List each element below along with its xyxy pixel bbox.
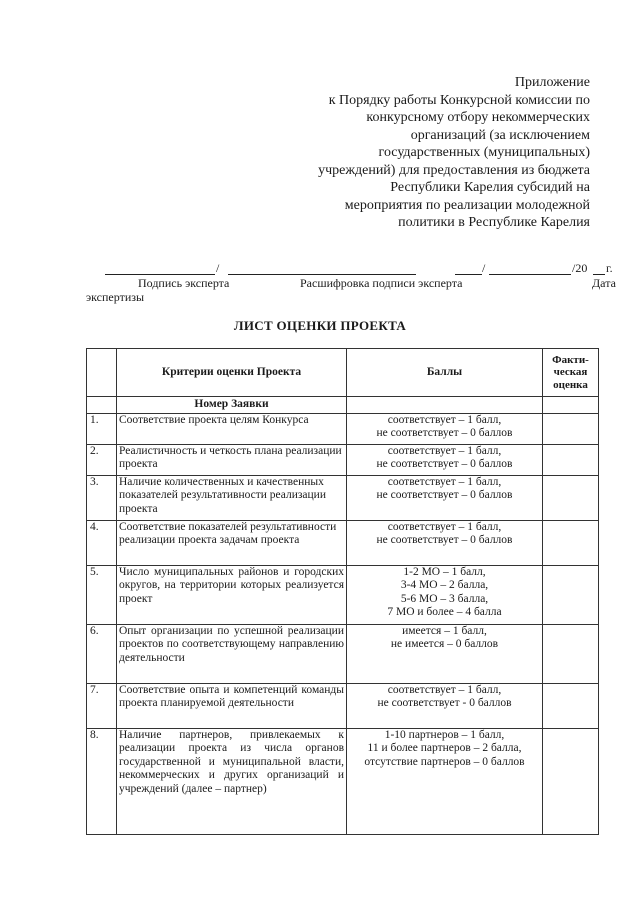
table-row	[87, 624, 599, 683]
transcript-line	[228, 262, 416, 275]
appendix-line: Приложение	[514, 75, 590, 90]
row-actual-score[interactable]	[543, 624, 599, 683]
appendix-line: государственных (муниципальных)	[378, 145, 590, 160]
row-num: 7.	[87, 683, 117, 728]
row-points: соответствует – 1 балл, не соответствует – 0 баллов	[347, 444, 543, 475]
label-expertise: экспертизы	[86, 290, 145, 304]
row-criterion: Соответствие проекта целям Конкурса	[117, 413, 347, 444]
header-actual: Факти-ческая оценка	[543, 349, 599, 397]
label-transcript: Расшифровка подписи эксперта	[300, 276, 463, 290]
appendix-line: учреждений) для предоставления из бюджета	[318, 162, 590, 178]
subheader-empty	[347, 397, 543, 414]
row-actual-score[interactable]	[543, 683, 599, 728]
signature-line	[105, 262, 215, 275]
row-points: 1-2 МО – 1 балл, 3-4 МО – 2 балла, 5-6 МО – 3 балла, 7 МО и более – 4 балла	[347, 565, 543, 624]
row-criterion: Наличие количественных и качественных показателей результативности реализации проекта	[117, 475, 347, 520]
table-subheader-row	[87, 397, 599, 414]
row-criterion: Число муниципальных районов и городских округов, на территории которых реализуется проект	[117, 565, 347, 624]
appendix-line: к Порядку работы Конкурсной комиссии по	[328, 92, 590, 108]
row-actual-score[interactable]	[543, 520, 599, 565]
row-criterion: Наличие партнеров, привлекаемых к реализации проекта из числа органов государственной и муниципальной власти, некоммерческих и других организаций и учреждений (далее – партнер)	[117, 728, 347, 834]
label-signature: Подпись эксперта	[138, 276, 230, 290]
row-actual-score[interactable]	[543, 444, 599, 475]
slash-2: /	[482, 261, 486, 275]
appendix-line: политики в Республике Карелия	[398, 215, 590, 230]
date-year-line	[593, 262, 605, 275]
row-points: соответствует – 1 балл, не соответствует – 0 баллов	[347, 475, 543, 520]
table-row	[87, 728, 599, 834]
year-suffix: г.	[606, 261, 613, 275]
row-num: 2.	[87, 444, 117, 475]
row-num: 4.	[87, 520, 117, 565]
row-actual-score[interactable]	[543, 413, 599, 444]
date-day-line	[455, 262, 482, 275]
label-date: Дата	[592, 276, 616, 290]
table-row	[87, 444, 599, 475]
row-num: 5.	[87, 565, 117, 624]
subheader-empty	[87, 397, 117, 414]
date-month-line	[489, 262, 571, 275]
row-actual-score[interactable]	[543, 728, 599, 834]
subheader-application-number: Номер Заявки	[117, 397, 347, 414]
row-actual-score[interactable]	[543, 475, 599, 520]
appendix-line: организаций (за исключением	[410, 127, 590, 143]
row-criterion: Соответствие опыта и компетенций команды проекта планируемой деятельности	[117, 683, 347, 728]
appendix-block	[260, 74, 590, 232]
row-num: 6.	[87, 624, 117, 683]
appendix-line: Республики Карелия субсидий на	[390, 180, 590, 195]
row-num: 1.	[87, 413, 117, 444]
row-points: соответствует – 1 балл, не соответствует – 0 баллов	[347, 413, 543, 444]
slash-year: /20	[572, 261, 588, 275]
row-points: соответствует – 1 балл, не соответствует - 0 баллов	[347, 683, 543, 728]
table-row	[87, 475, 599, 520]
evaluation-table	[86, 348, 599, 835]
subheader-empty	[543, 397, 599, 414]
header-num	[87, 349, 117, 397]
row-actual-score[interactable]	[543, 565, 599, 624]
page-title: ЛИСТ ОЦЕНКИ ПРОЕКТА	[233, 318, 407, 333]
table-row	[87, 683, 599, 728]
row-criterion: Реалистичность и четкость плана реализации проекта	[117, 444, 347, 475]
appendix-line: конкурсному отбору некоммерческих	[366, 110, 590, 125]
header-points: Баллы	[347, 349, 543, 397]
row-points: 1-10 партнеров – 1 балл, 11 и более партнеров – 2 балла, отсутствие партнеров – 0 баллов	[347, 728, 543, 834]
row-num: 3.	[87, 475, 117, 520]
row-criterion: Соответствие показателей результативности реализации проекта задачам проекта	[117, 520, 347, 565]
table-row	[87, 565, 599, 624]
row-criterion: Опыт организации по успешной реализации проектов по соответствующему направлению деятельности	[117, 624, 347, 683]
table-row	[87, 520, 599, 565]
table-row	[87, 413, 599, 444]
row-points: имеется – 1 балл, не имеется – 0 баллов	[347, 624, 543, 683]
slash-1: /	[216, 261, 220, 275]
row-num: 8.	[87, 728, 117, 834]
header-criteria: Критерии оценки Проекта	[117, 349, 347, 397]
row-points: соответствует – 1 балл, не соответствует – 0 баллов	[347, 520, 543, 565]
appendix-line: мероприятия по реализации молодежной	[344, 197, 590, 213]
table-header-row	[87, 349, 599, 397]
